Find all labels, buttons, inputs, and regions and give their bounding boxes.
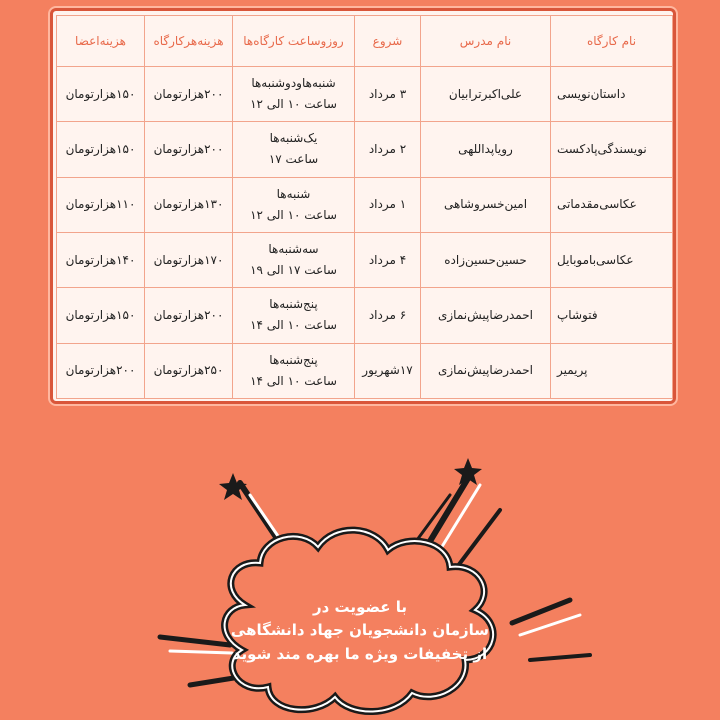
cell-fee: ۲۰۰هزارتومان (145, 122, 233, 177)
workshop-table-card (50, 8, 676, 404)
cell-schedule (233, 232, 355, 287)
schedule-day: سه‌شنبه‌ها (268, 242, 319, 257)
cell-member-fee: ۱۵۰هزارتومان (57, 122, 145, 177)
cell-start: ۳ مرداد (355, 67, 421, 122)
workshop-table (56, 15, 673, 399)
table-row (57, 177, 673, 232)
cell-name: نویسندگی‌پادکست (551, 122, 673, 177)
cell-teacher: امین‌خسروشاهی (421, 177, 551, 232)
table-row (57, 122, 673, 177)
schedule-time: ساعت ۱۰ الی ۱۴ (250, 318, 337, 333)
cell-name: عکاسی‌باموبایل (551, 232, 673, 287)
cell-start: ۶ مرداد (355, 288, 421, 343)
cell-name: عکاسی‌مقدماتی (551, 177, 673, 232)
cell-name: فتوشاپ (551, 288, 673, 343)
comic-burst-illustration (150, 455, 620, 720)
cell-start: ۲ مرداد (355, 122, 421, 177)
table-row (57, 67, 673, 122)
cell-start: ۱ مرداد (355, 177, 421, 232)
cell-member-fee: ۲۰۰هزارتومان (57, 343, 145, 398)
schedule-time: ساعت ۱۷ الی ۱۹ (250, 263, 337, 278)
cell-fee: ۲۰۰هزارتومان (145, 288, 233, 343)
promo-text (150, 596, 570, 666)
schedule-time: ساعت ۱۷ (268, 152, 319, 167)
cell-fee: ۲۵۰هزارتومان (145, 343, 233, 398)
cell-schedule (233, 67, 355, 122)
cell-fee: ۲۰۰هزارتومان (145, 67, 233, 122)
cell-name: داستان‌نویسی (551, 67, 673, 122)
cell-start: ۴ مرداد (355, 232, 421, 287)
header-name: نام کارگاه (551, 16, 673, 67)
header-start: شروع (355, 16, 421, 67)
cell-teacher: احمدرضاپیش‌نمازی (421, 343, 551, 398)
header-schedule: روزوساعت کارگاه‌ها (233, 16, 355, 67)
cell-name: پریمیر (551, 343, 673, 398)
cell-teacher: حسین‌حسین‌زاده (421, 232, 551, 287)
header-member-fee: هزینه‌اعضا (57, 16, 145, 67)
star-icon (219, 473, 247, 500)
promo-line-2: سازمان دانشجویان جهاد دانشگاهی (230, 621, 490, 640)
cell-fee: ۱۷۰هزارتومان (145, 232, 233, 287)
schedule-day: پنج‌شنبه‌ها (269, 352, 318, 367)
table-header-row (57, 16, 673, 67)
cell-start: ۱۷شهریور (355, 343, 421, 398)
table-row (57, 232, 673, 287)
header-fee: هزینه‌هرکارگاه (145, 16, 233, 67)
schedule-day: یک‌شنبه‌ها (269, 131, 318, 146)
promo-line-1: با عضویت در (313, 598, 407, 616)
table-row (57, 343, 673, 398)
cell-teacher: رویاپداللهی (421, 122, 551, 177)
cell-fee: ۱۳۰هزارتومان (145, 177, 233, 232)
cell-member-fee: ۱۱۰هزارتومان (57, 177, 145, 232)
schedule-day: شنبه‌ها (276, 186, 311, 201)
schedule-time: ساعت ۱۰ الی ۱۲ (250, 97, 337, 112)
header-teacher: نام مدرس (421, 16, 551, 67)
cell-member-fee: ۱۴۰هزارتومان (57, 232, 145, 287)
schedule-time: ساعت ۱۰ الی ۱۲ (250, 207, 337, 222)
schedule-time: ساعت ۱۰ الی ۱۴ (250, 373, 337, 388)
cell-teacher: علی‌اکبرترابیان (421, 67, 551, 122)
cell-schedule (233, 288, 355, 343)
cell-member-fee: ۱۵۰هزارتومان (57, 67, 145, 122)
schedule-day: شنبه‌هاودوشنبه‌ها (251, 76, 336, 91)
schedule-day: پنج‌شنبه‌ها (269, 297, 318, 312)
cell-schedule (233, 177, 355, 232)
cell-schedule (233, 343, 355, 398)
cell-member-fee: ۱۵۰هزارتومان (57, 288, 145, 343)
cell-teacher: احمدرضاپیش‌نمازی (421, 288, 551, 343)
cell-schedule (233, 122, 355, 177)
table-row (57, 288, 673, 343)
promo-line-3: از تخفیفات ویژه ما بهره مند شوید (232, 644, 488, 663)
